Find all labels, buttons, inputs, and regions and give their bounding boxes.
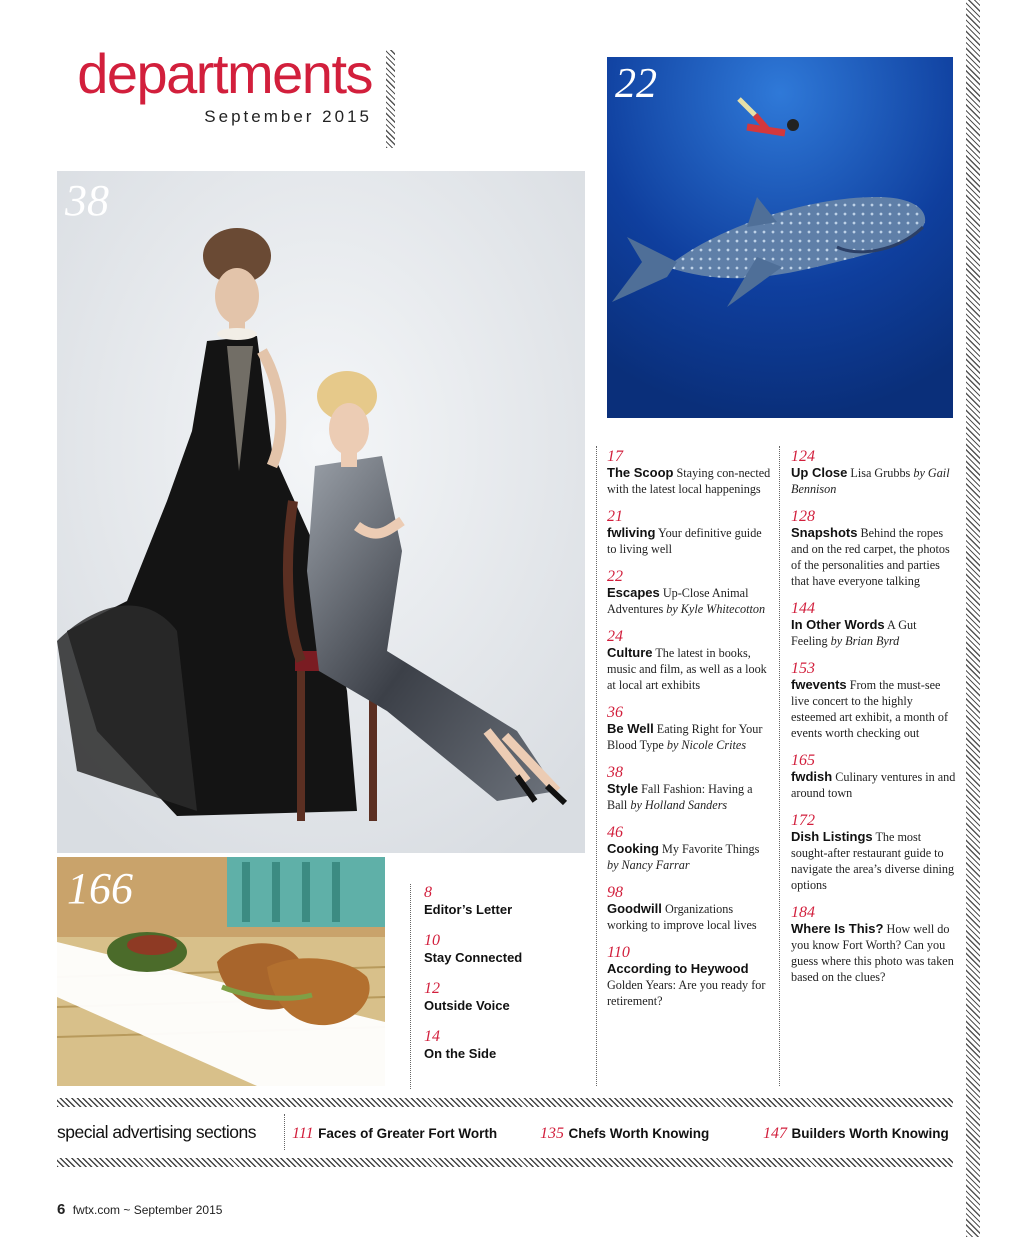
item-title: According to Heywood xyxy=(607,961,749,976)
page-number: 46 xyxy=(607,824,623,841)
item-title: On the Side xyxy=(424,1046,497,1061)
list-item[interactable] xyxy=(424,932,584,967)
list-item[interactable] xyxy=(791,600,956,649)
list-item[interactable] xyxy=(791,508,956,589)
item-title: Editor’s Letter xyxy=(424,902,513,917)
whale-shark-image xyxy=(607,57,953,418)
item-title: Where Is This? xyxy=(791,921,884,936)
item-description: How well do you know Fort Worth? Can you guess where this photo was taken based on the clues? xyxy=(791,922,954,984)
page-number: 144 xyxy=(791,600,815,617)
item-title: Chefs Worth Knowing xyxy=(568,1126,710,1141)
column-rule-middle xyxy=(596,446,597,1086)
list-item[interactable] xyxy=(607,884,772,933)
item-description: Lisa Grubbs xyxy=(850,466,911,480)
list-item[interactable] xyxy=(607,764,772,813)
item-title: Faces of Greater Fort Worth xyxy=(318,1126,498,1141)
special-sections-label: special advertising sections xyxy=(57,1122,257,1142)
list-item[interactable] xyxy=(424,884,584,919)
list-item[interactable] xyxy=(607,628,772,693)
page-number: 12 xyxy=(424,980,440,997)
item-description: Staying con-nected with the latest local happenings xyxy=(607,466,771,496)
special-sections-top-hatch xyxy=(57,1098,953,1107)
item-title: Snapshots xyxy=(791,525,858,540)
special-section-item[interactable] xyxy=(763,1125,949,1143)
item-title: Goodwill xyxy=(607,901,662,916)
list-item[interactable] xyxy=(791,904,956,985)
list-item[interactable] xyxy=(791,660,956,741)
whale-shark-photo xyxy=(607,57,953,418)
item-description: Eating Right for Your Blood Type xyxy=(607,722,763,752)
list-item[interactable] xyxy=(607,508,772,557)
list-item[interactable] xyxy=(791,752,956,801)
column-rule-left xyxy=(410,884,411,1089)
item-title: Cooking xyxy=(607,841,659,856)
item-title: Be Well xyxy=(607,721,654,736)
page-number: 124 xyxy=(791,448,815,465)
item-title: Style xyxy=(607,781,639,796)
departments-list-right xyxy=(791,448,956,996)
item-byline: by Brian Byrd xyxy=(830,634,900,648)
fashion-photo xyxy=(57,171,585,853)
list-item[interactable] xyxy=(791,812,956,893)
item-title: Stay Connected xyxy=(424,950,523,965)
item-byline: by Nancy Farrar xyxy=(607,858,690,872)
item-title: Builders Worth Knowing xyxy=(791,1126,949,1141)
special-section-item[interactable] xyxy=(292,1125,497,1143)
item-byline: by Holland Sanders xyxy=(630,798,728,812)
fashion-photo-image xyxy=(57,171,585,853)
item-description: Behind the ropes and on the red carpet, the photos of the personalities and parties that have everyone talking xyxy=(791,526,950,588)
special-section-item[interactable] xyxy=(540,1125,709,1143)
item-description: Fall Fashion: Having a Ball xyxy=(607,782,753,812)
item-description: The most sought-after restaurant guide to navigate the area’s diverse dining options xyxy=(791,830,955,892)
page-number: 24 xyxy=(607,628,623,645)
page-number: 38 xyxy=(607,764,623,781)
list-item[interactable] xyxy=(607,448,772,497)
item-byline: by Nicole Crites xyxy=(666,738,747,752)
special-sections-rule xyxy=(284,1114,285,1150)
departments-list-left xyxy=(424,884,584,1076)
item-title: The Scoop xyxy=(607,465,674,480)
page-number: 36 xyxy=(607,704,623,721)
item-title: fwdish xyxy=(791,769,833,784)
page-number: 172 xyxy=(791,812,815,829)
page-number: 98 xyxy=(607,884,623,901)
page-title: departments xyxy=(77,42,372,105)
column-rule-right xyxy=(779,446,780,1086)
item-title: Up Close xyxy=(791,465,848,480)
item-title: fwliving xyxy=(607,525,656,540)
list-item[interactable] xyxy=(607,824,772,873)
item-description: Up-Close Animal Adventures xyxy=(607,586,749,616)
item-title: Escapes xyxy=(607,585,660,600)
item-description: Organizations working to improve local lives xyxy=(607,902,757,932)
item-description: From the must-see live concert to the highly esteemed art exhibit, a month of events worth checking out xyxy=(791,678,949,740)
list-item[interactable] xyxy=(424,1028,584,1063)
item-description: Golden Years: Are you ready for retirement? xyxy=(607,978,766,1008)
page-number: 8 xyxy=(424,884,432,901)
item-description: Your definitive guide to living well xyxy=(607,526,762,556)
page-number: 147 xyxy=(763,1125,787,1142)
folio-page-number: 6 xyxy=(57,1201,66,1218)
item-title: Outside Voice xyxy=(424,998,510,1013)
item-title: In Other Words xyxy=(791,617,885,632)
page-number: 128 xyxy=(791,508,815,525)
page-number: 21 xyxy=(607,508,623,525)
page-footer xyxy=(57,1201,222,1218)
food-page-number: 166 xyxy=(67,864,133,913)
departments-list-middle xyxy=(607,448,772,1020)
page-number: 10 xyxy=(424,932,440,949)
special-sections-bottom-hatch xyxy=(57,1158,953,1167)
sandwich-photo xyxy=(57,857,385,1086)
item-description: A Gut Feeling xyxy=(791,618,917,648)
page-number: 17 xyxy=(607,448,623,465)
masthead-divider-hatch xyxy=(386,50,395,148)
list-item[interactable] xyxy=(791,448,956,497)
item-description: Culinary ventures in and around town xyxy=(791,770,956,800)
fashion-page-number: 38 xyxy=(65,176,109,225)
item-title: Culture xyxy=(607,645,653,660)
page-number: 153 xyxy=(791,660,815,677)
list-item[interactable] xyxy=(607,944,772,1009)
list-item[interactable] xyxy=(607,568,772,617)
folio-text: fwtx.com ~ September 2015 xyxy=(72,1203,223,1217)
page-number: 14 xyxy=(424,1028,440,1045)
page-number: 22 xyxy=(607,568,623,585)
whale-shark-page-number: 22 xyxy=(615,61,657,107)
item-description: The latest in books, music and film, as well as a look at local art exhibits xyxy=(607,646,767,692)
list-item[interactable] xyxy=(607,704,772,753)
page-number: 165 xyxy=(791,752,815,769)
item-title: Dish Listings xyxy=(791,829,873,844)
issue-date: September 2015 xyxy=(204,107,372,126)
right-edge-hatch xyxy=(966,0,980,1237)
page-number: 110 xyxy=(607,944,630,961)
item-byline: by Gail Bennison xyxy=(791,466,950,496)
page-number: 184 xyxy=(791,904,815,921)
page-number: 111 xyxy=(292,1125,314,1142)
list-item[interactable] xyxy=(424,980,584,1015)
item-byline: by Kyle Whitecotton xyxy=(666,602,766,616)
item-title: fwevents xyxy=(791,677,847,692)
item-description: My Favorite Things xyxy=(662,842,760,856)
page-number: 135 xyxy=(540,1125,564,1142)
